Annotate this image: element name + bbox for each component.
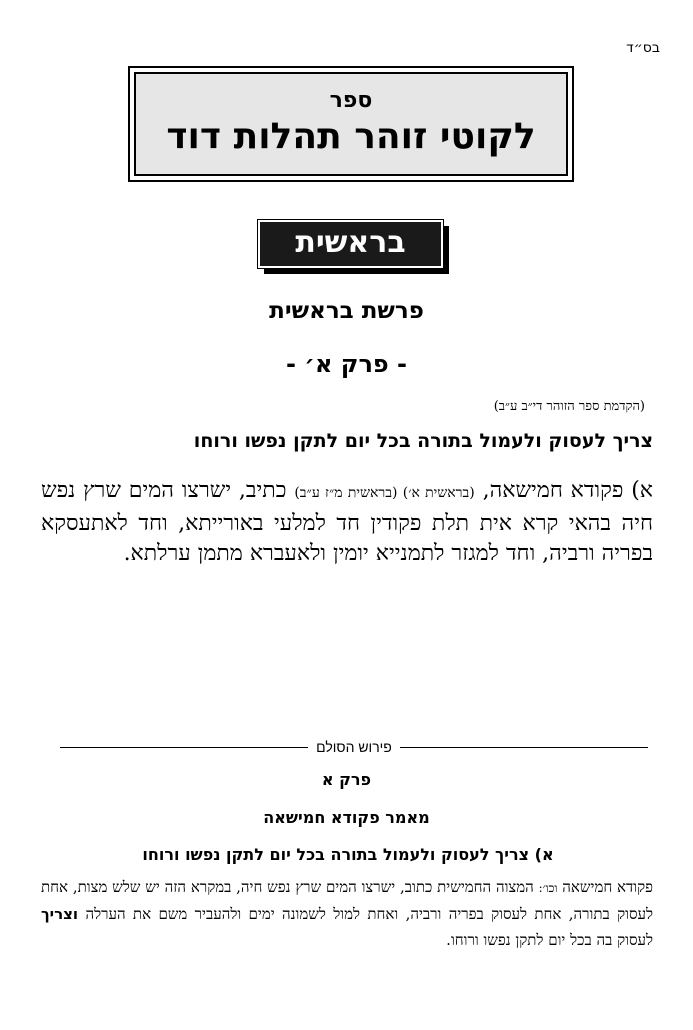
bsd-header: בס״ד bbox=[626, 40, 660, 56]
parasha-heading: פרשת בראשית bbox=[269, 298, 424, 324]
divider-line-right bbox=[400, 747, 648, 748]
divider-line-left bbox=[60, 747, 308, 748]
commentary-body-2: לעסוק בה בכל יום לתקן נפשו ורוחו. bbox=[446, 931, 653, 949]
commentary-bold-word: וצריך bbox=[41, 905, 79, 923]
commentary-maamar: מאמר פקודא חמישאה bbox=[263, 808, 430, 827]
commentary-vechu: וכו׳: bbox=[538, 881, 558, 895]
source-reference: (הקדמת ספר הזוהר די״ב ע״ב) bbox=[493, 399, 645, 414]
zohar-text-body: כתיב, ישרצו המים שרץ נפש חיה בהאי קרא אית תלת פקודין חד למלעי באורייתא, וחד לאתעסקא בפריה ורביה, וחד למגזר לתמנייא יומין ולאעברא מתמן ערלתא. bbox=[41, 478, 653, 566]
book-title-sefer: ספר bbox=[329, 88, 373, 113]
section-heading: צריך לעסוק ולעמול בתורה בכל יום לתקן נפשו ורוחו bbox=[193, 430, 653, 452]
commentary-title: פירוש הסולם bbox=[316, 739, 392, 755]
parsha-label: בראשית bbox=[258, 220, 443, 268]
perek-heading: - פרק א׳ - bbox=[285, 350, 408, 378]
commentary-divider bbox=[60, 736, 648, 758]
book-title-box bbox=[128, 66, 574, 182]
zohar-text bbox=[41, 476, 653, 570]
commentary-text bbox=[41, 874, 653, 953]
commentary-body-1: המצוה החמישית כתוב, ישרצו המים שרץ נפש חיה, במקרא הזה יש שלש מצות, אחת לעסוק בתורה, אחת לעסוק בפריה ורביה, ואחת למול לשמונה ימים ולהעביר משם את הערלה bbox=[41, 878, 653, 923]
book-title-inner bbox=[134, 72, 568, 176]
zohar-text-reference: (בראשית א׳) (בראשית מ״ז ע״ב) bbox=[294, 485, 475, 501]
commentary-perek: פרק א bbox=[321, 770, 372, 789]
zohar-text-opening: א) פקודא חמישאה, bbox=[482, 478, 654, 503]
book-title-main: לקוטי זוהר תהלות דוד bbox=[166, 116, 536, 157]
commentary-lead: פקודא חמישאה bbox=[562, 878, 653, 896]
commentary-heading: א) צריך לעסוק ולעמול בתורה בכל יום לתקן נפשו ורוחו bbox=[142, 845, 554, 864]
